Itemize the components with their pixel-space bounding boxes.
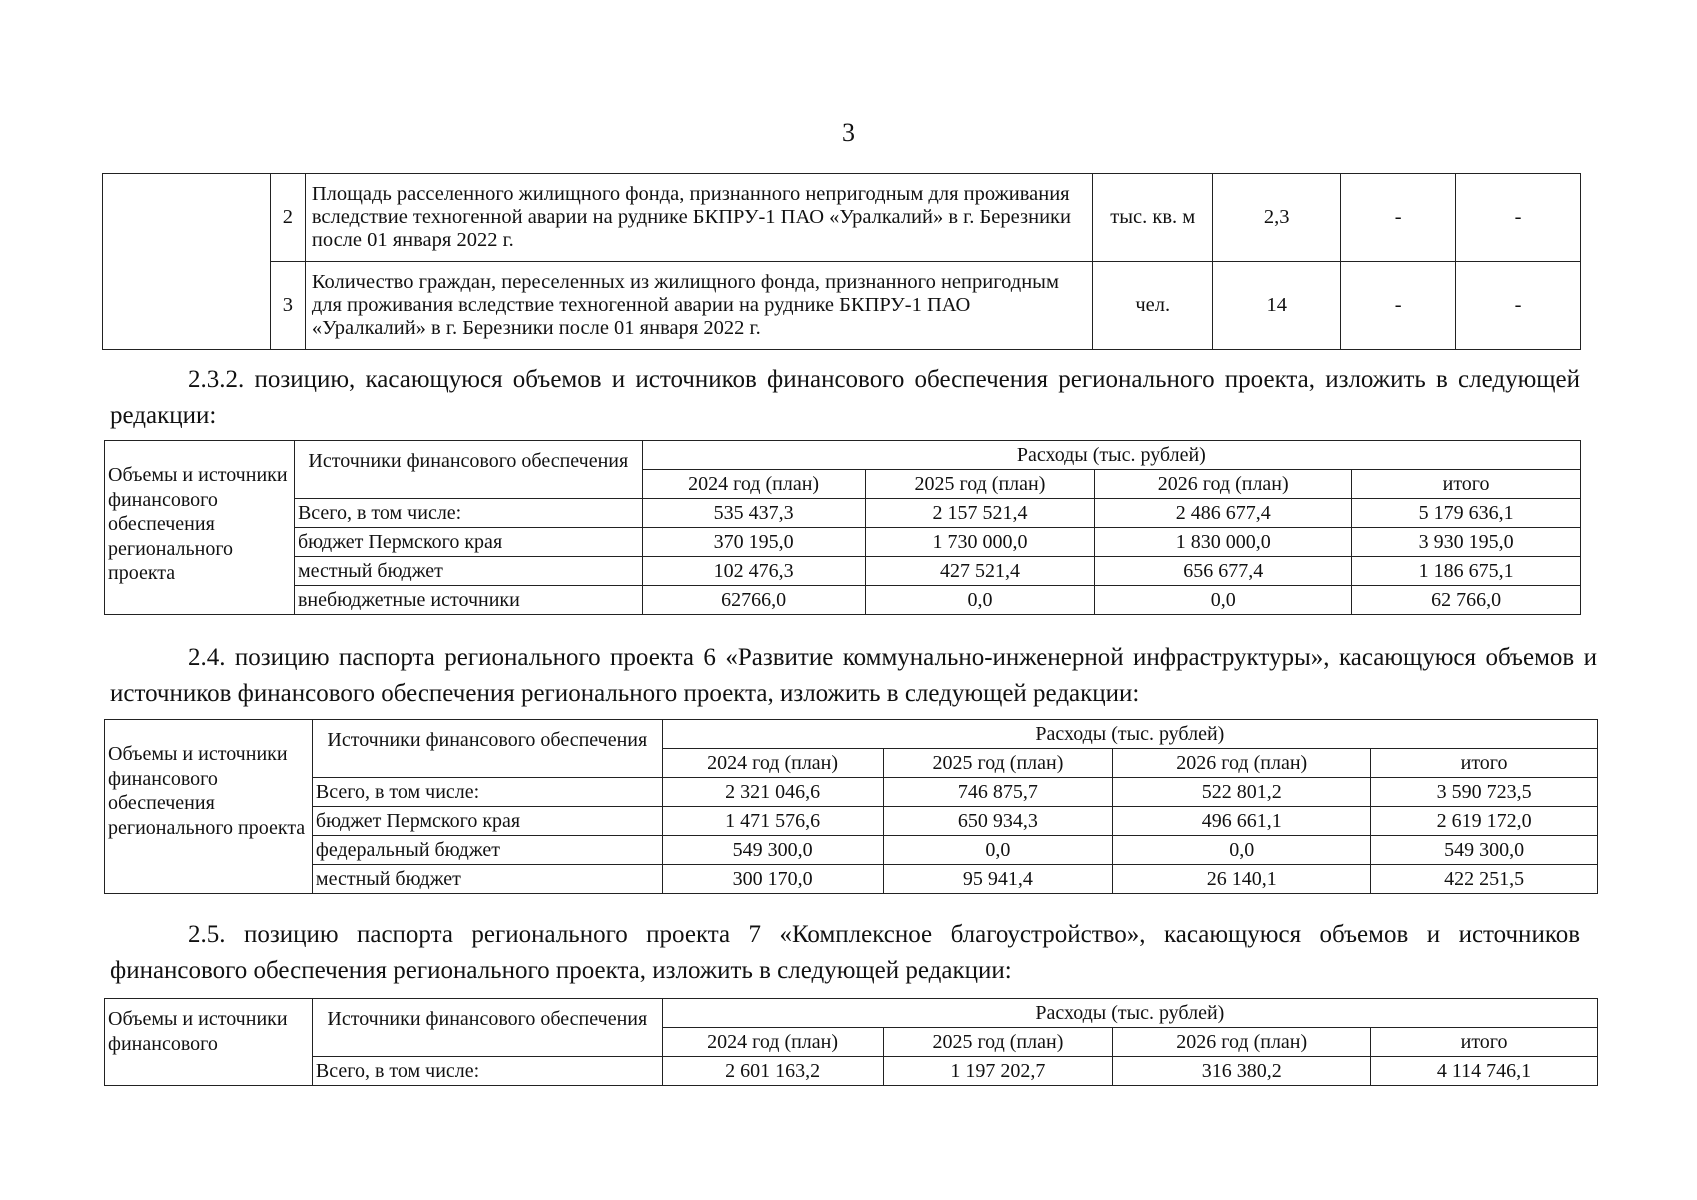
year-header: 2025 год (план): [883, 1028, 1113, 1057]
value-cell: -: [1341, 262, 1456, 350]
amount-cell: 422 251,5: [1371, 865, 1598, 894]
amount-cell: 3 590 723,5: [1371, 778, 1598, 807]
indicator-description: Площадь расселенного жилищного фонда, признанного непригодным для проживания вследствие техногенной аварии на руднике БКПРУ-1 ПАО «Уралкалий» в г. Березники после 01 января 2022 г.: [305, 174, 1092, 262]
value-cell: -: [1341, 174, 1456, 262]
table-row: [103, 262, 1581, 350]
amount-cell: 522 801,2: [1113, 778, 1371, 807]
unit-cell: тыс. кв. м: [1093, 174, 1213, 262]
paragraph-text: 2.5. позицию паспорта регионального проекта 7 «Комплексное благоустройство», касающуюся объемов и источников финансового обеспечения регионального проекта, изложить в следующей редакции:: [110, 921, 1580, 984]
paragraph-2-4: [110, 640, 1597, 712]
table-row: [105, 1057, 1598, 1086]
amount-cell: 746 875,7: [883, 778, 1113, 807]
source-name: бюджет Пермского края: [312, 807, 662, 836]
amount-cell: 2 321 046,6: [662, 778, 883, 807]
amount-cell: 0,0: [865, 586, 1095, 615]
amount-cell: 370 195,0: [642, 528, 865, 557]
amount-cell: 549 300,0: [662, 836, 883, 865]
finance-table-2-3-2: [104, 440, 1581, 615]
amount-cell: 2 486 677,4: [1095, 499, 1352, 528]
expenses-header: Расходы (тыс. рублей): [662, 720, 1597, 749]
section-label: Объемы и источники финансового: [105, 999, 313, 1086]
paragraph-2-5: [110, 917, 1580, 989]
amount-cell: 656 677,4: [1095, 557, 1352, 586]
year-header: 2024 год (план): [642, 470, 865, 499]
year-header: 2026 год (план): [1113, 1028, 1371, 1057]
paragraph-text: 2.3.2. позицию, касающуюся объемов и источников финансового обеспечения регионального проекта, изложить в следующей редакции:: [110, 366, 1580, 429]
value-cell: 2,3: [1213, 174, 1341, 262]
amount-cell: 4 114 746,1: [1371, 1057, 1598, 1086]
amount-cell: 300 170,0: [662, 865, 883, 894]
year-header: 2025 год (план): [883, 749, 1113, 778]
table-row: [105, 865, 1598, 894]
sources-header: Источники финансового обеспечения: [312, 720, 662, 778]
page-number: 3: [842, 118, 855, 147]
amount-cell: 1 186 675,1: [1352, 557, 1581, 586]
amount-cell: 1 730 000,0: [865, 528, 1095, 557]
amount-cell: 0,0: [1095, 586, 1352, 615]
value-cell: -: [1456, 174, 1581, 262]
unit-cell: чел.: [1093, 262, 1213, 350]
indicator-description: Количество граждан, переселенных из жилищного фонда, признанного непригодным для проживания вследствие техногенной аварии на руднике БКПРУ-1 ПАО «Уралкалий» в г. Березники после 01 января 2022 г.: [305, 262, 1092, 350]
source-name: Всего, в том числе:: [312, 1057, 662, 1086]
table-row: [103, 174, 1581, 262]
value-cell: 14: [1213, 262, 1341, 350]
table-row: [105, 586, 1581, 615]
amount-cell: 535 437,3: [642, 499, 865, 528]
table-row: [105, 557, 1581, 586]
total-header: итого: [1352, 470, 1581, 499]
year-header: 2025 год (план): [865, 470, 1095, 499]
sources-header: Источники финансового обеспечения: [312, 999, 662, 1057]
section-label: Объемы и источники финансового обеспечения регионального проекта: [105, 441, 295, 615]
table-row: [105, 499, 1581, 528]
table-row: [105, 528, 1581, 557]
amount-cell: 650 934,3: [883, 807, 1113, 836]
source-name: Всего, в том числе:: [312, 778, 662, 807]
finance-table-2-5: [104, 998, 1598, 1086]
amount-cell: 0,0: [1113, 836, 1371, 865]
row-number: 3: [270, 262, 305, 350]
year-header: 2026 год (план): [1095, 470, 1352, 499]
amount-cell: 62 766,0: [1352, 586, 1581, 615]
expenses-header: Расходы (тыс. рублей): [662, 999, 1597, 1028]
value-cell: -: [1456, 262, 1581, 350]
table-row: [105, 720, 1598, 749]
amount-cell: 2 619 172,0: [1371, 807, 1598, 836]
source-name: бюджет Пермского края: [294, 528, 642, 557]
source-name: местный бюджет: [312, 865, 662, 894]
amount-cell: 0,0: [883, 836, 1113, 865]
amount-cell: 2 157 521,4: [865, 499, 1095, 528]
row-number: 2: [270, 174, 305, 262]
amount-cell: 427 521,4: [865, 557, 1095, 586]
amount-cell: 62766,0: [642, 586, 865, 615]
indicators-table: [102, 173, 1581, 350]
paragraph-2-3-2: [110, 362, 1580, 434]
year-header: 2024 год (план): [662, 1028, 883, 1057]
source-name: внебюджетные источники: [294, 586, 642, 615]
source-name: Всего, в том числе:: [294, 499, 642, 528]
section-label: Объемы и источники финансового обеспечения регионального проекта: [105, 720, 313, 894]
source-name: федеральный бюджет: [312, 836, 662, 865]
table-row: [105, 807, 1598, 836]
table-row: [105, 441, 1581, 470]
amount-cell: 95 941,4: [883, 865, 1113, 894]
paragraph-text: 2.4. позицию паспорта регионального проекта 6 «Развитие коммунально-инженерной инфраструктуры», касающуюся объемов и источников финансового обеспечения регионального проекта, изложить в следующей редакции:: [110, 644, 1597, 707]
amount-cell: 102 476,3: [642, 557, 865, 586]
table-row: [105, 778, 1598, 807]
sources-header: Источники финансового обеспечения: [294, 441, 642, 499]
amount-cell: 1 197 202,7: [883, 1057, 1113, 1086]
total-header: итого: [1371, 1028, 1598, 1057]
amount-cell: 1 830 000,0: [1095, 528, 1352, 557]
amount-cell: 26 140,1: [1113, 865, 1371, 894]
finance-table-2-4: [104, 719, 1598, 894]
amount-cell: 2 601 163,2: [662, 1057, 883, 1086]
amount-cell: 549 300,0: [1371, 836, 1598, 865]
amount-cell: 1 471 576,6: [662, 807, 883, 836]
amount-cell: 5 179 636,1: [1352, 499, 1581, 528]
empty-cell: [103, 174, 271, 350]
amount-cell: 496 661,1: [1113, 807, 1371, 836]
table-row: [105, 836, 1598, 865]
total-header: итого: [1371, 749, 1598, 778]
year-header: 2026 год (план): [1113, 749, 1371, 778]
year-header: 2024 год (план): [662, 749, 883, 778]
source-name: местный бюджет: [294, 557, 642, 586]
amount-cell: 3 930 195,0: [1352, 528, 1581, 557]
expenses-header: Расходы (тыс. рублей): [642, 441, 1580, 470]
table-row: [105, 999, 1598, 1028]
amount-cell: 316 380,2: [1113, 1057, 1371, 1086]
